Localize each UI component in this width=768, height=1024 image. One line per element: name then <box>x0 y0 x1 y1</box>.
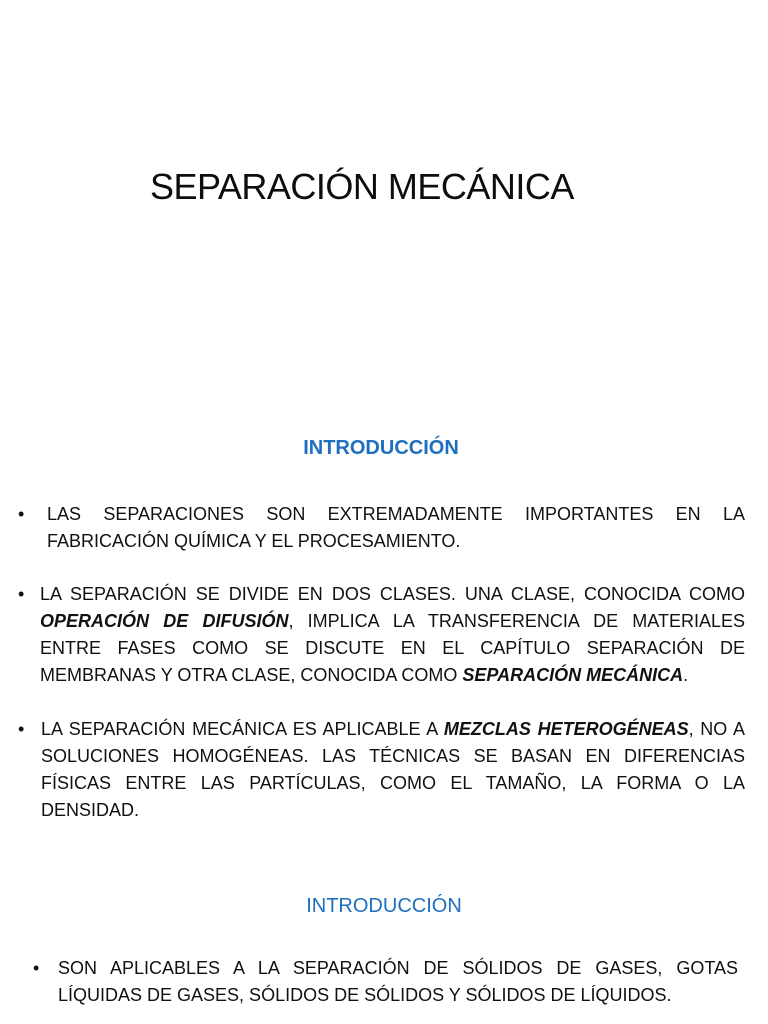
bullet-marker: • <box>18 584 25 604</box>
emphasis-term: MEZCLAS HETEROGÉNEAS <box>443 719 689 739</box>
page-title: SEPARACIÓN MECÁNICA <box>150 166 574 207</box>
bullet-marker: • <box>18 504 25 524</box>
bullet-text-part: , NO A SOLUCIONES HOMOGÉNEAS. LAS TÉCNICAS SE BASAN EN DIFERENCIAS FÍSICAS ENTRE LAS PARTÍCULAS, COMO EL TAMAÑO, LA FORMA O LA DENSIDAD. <box>41 719 746 820</box>
bullet-text: SON APLICABLES A LA SEPARACIÓN DE SÓLIDOS DE GASES, GOTAS LÍQUIDAS DE GASES, SÓLIDOS DE SÓLIDOS Y SÓLIDOS DE LÍQUIDOS. <box>58 958 738 1005</box>
bullet-text <box>40 581 745 689</box>
section-heading-introduccion: INTRODUCCIÓN <box>303 437 459 459</box>
bullet-text <box>41 716 745 824</box>
list-item <box>18 501 745 555</box>
bullet-text-part: . <box>683 665 689 685</box>
bullet-marker: • <box>33 958 40 978</box>
list-item <box>18 716 745 824</box>
list-item <box>33 955 763 1009</box>
bullet-marker: • <box>18 719 25 739</box>
bullet-text-part: LA SEPARACIÓN MECÁNICA ES APLICABLE A <box>41 719 444 739</box>
bullet-text-part: , IMPLICA LA TRANSFERENCIA DE MATERIALES ENTRE FASES COMO SE DISCUTE EN EL CAPÍTULO SEPARACIÓN DE MEMBRANAS Y OTRA CLASE, CONOCIDA COMO <box>40 611 745 685</box>
emphasis-term: SEPARACIÓN MECÁNICA <box>462 665 684 685</box>
list-item <box>18 581 745 689</box>
bullet-text: LAS SEPARACIONES SON EXTREMADAMENTE IMPORTANTES EN LA FABRICACIÓN QUÍMICA Y EL PROCESAMIENTO. <box>47 504 745 551</box>
emphasis-term: OPERACIÓN DE DIFUSIÓN <box>40 611 289 631</box>
bullet-text-part: LA SEPARACIÓN SE DIVIDE EN DOS CLASES. UNA CLASE, CONOCIDA COMO <box>40 584 745 604</box>
section-heading-introduccion-2: INTRODUCCIÓN <box>306 895 462 917</box>
